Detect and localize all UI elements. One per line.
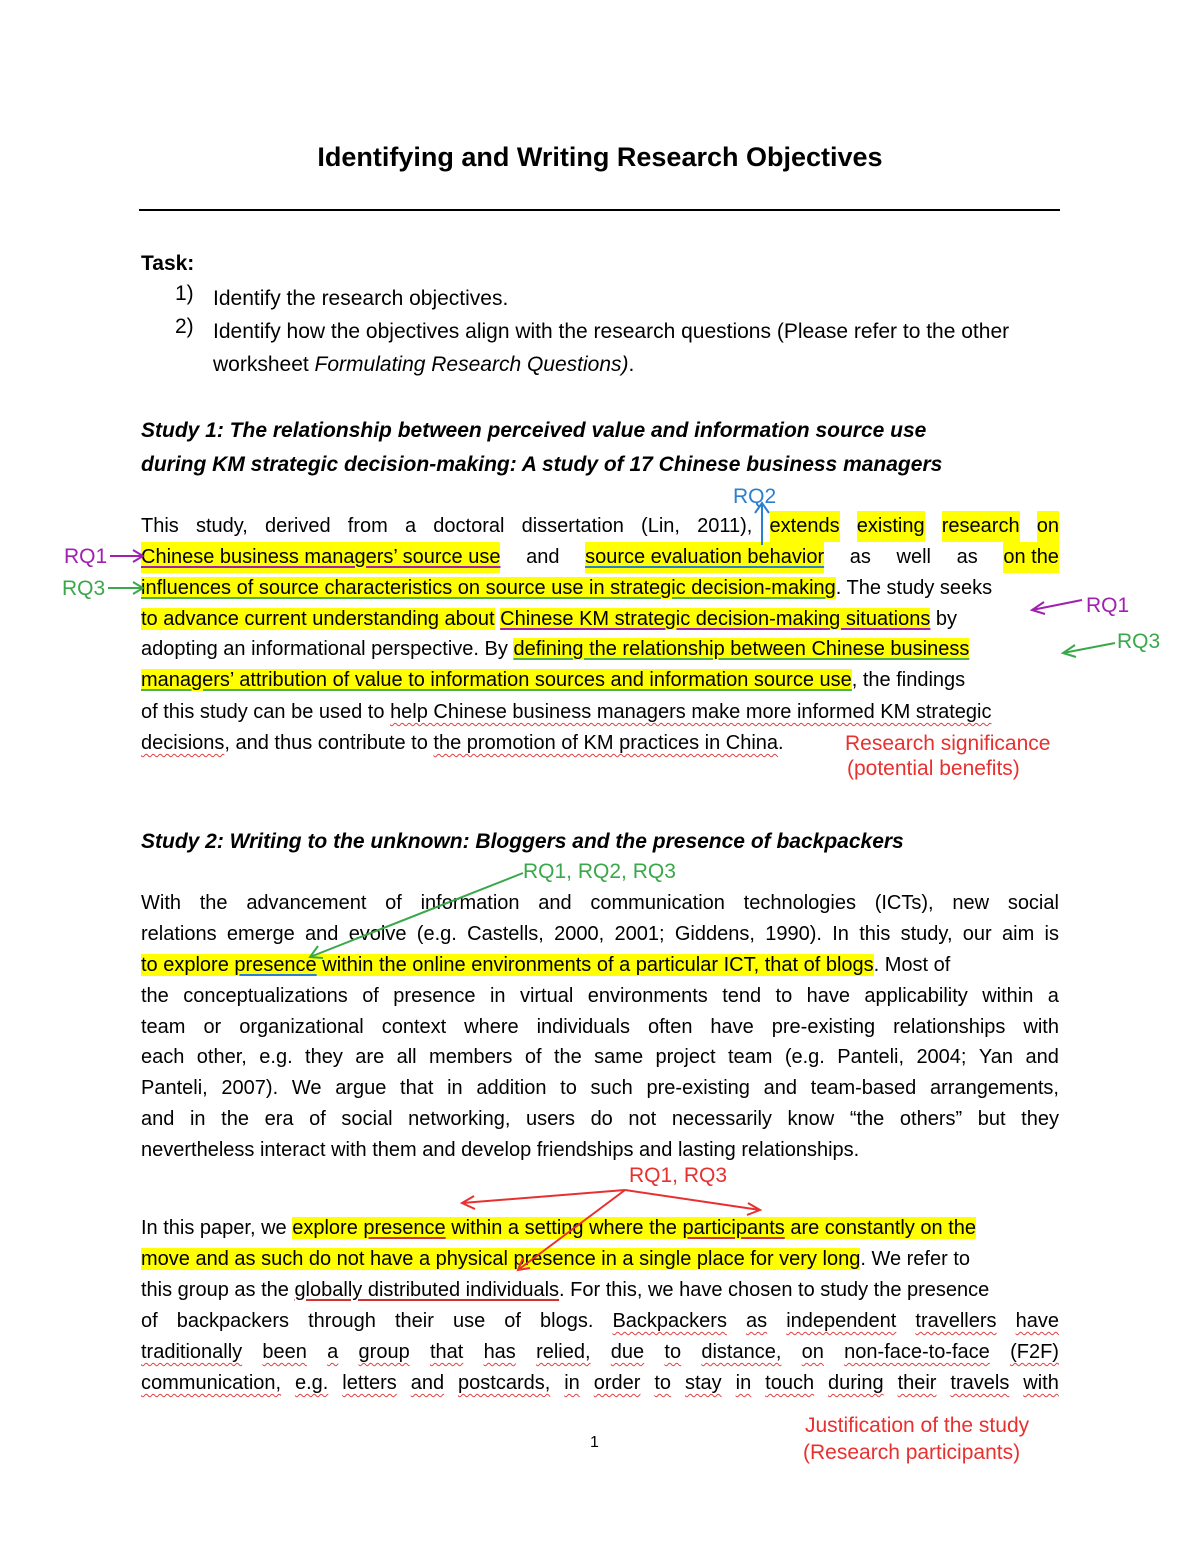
plain-text: , and thus contribute to: [224, 732, 428, 754]
word: relied,: [536, 1341, 591, 1363]
word: know: [787, 1108, 835, 1130]
significance-phrase: the promotion of KM practices in China: [433, 732, 779, 754]
word: during: [828, 1372, 884, 1394]
study1-line-2: [141, 542, 1059, 573]
word: Panteli,: [837, 1046, 905, 1068]
word: travellers: [915, 1310, 997, 1332]
word: study,: [195, 515, 248, 537]
word: of: [362, 985, 379, 1007]
word: (e.g.: [784, 1046, 825, 1068]
study2-p1-line-4: [141, 981, 1059, 1012]
study1-line-5: [141, 634, 1059, 665]
word: necessarily: [671, 1108, 772, 1130]
arrow-rq3-right: [1063, 643, 1115, 657]
word: individuals: [536, 1016, 630, 1038]
annotation-rq1-right: RQ1: [1086, 594, 1130, 617]
word: Yan: [978, 1046, 1014, 1068]
task-item-text: [213, 315, 1073, 381]
word: (F2F): [1010, 1341, 1059, 1363]
plain-text: . We refer to: [860, 1248, 970, 1270]
annotation-rq1-rq2-rq3: RQ1, RQ2, RQ3: [523, 860, 676, 883]
word: era: [264, 1108, 294, 1130]
word: in: [564, 1372, 580, 1394]
word: Castells,: [467, 923, 544, 945]
study1-line-3: [141, 573, 1059, 604]
word: from: [347, 515, 388, 537]
study2-p1-line-5: [141, 1012, 1059, 1043]
word: often: [647, 1016, 693, 1038]
word: addition: [476, 1077, 547, 1099]
word: and: [763, 1077, 797, 1099]
annotation-research-participants: (Research participants): [803, 1441, 1021, 1464]
word: and: [305, 923, 339, 945]
plain-text: . For this, we have chosen to study the presence: [559, 1279, 990, 1301]
study2-p1-line-9: [141, 1135, 1059, 1166]
word: in: [189, 1108, 206, 1130]
word: to: [664, 1341, 682, 1363]
highlighted-phrase-rq1: Chinese KM strategic decision-making situations: [500, 608, 931, 630]
arrow-rq1-left: [110, 550, 143, 562]
annotation-potential-benefits: (potential benefits): [847, 757, 1020, 780]
word: organizational: [239, 1016, 364, 1038]
plain-text: this group as the: [141, 1279, 289, 1301]
word: their: [395, 1310, 434, 1332]
word: as: [746, 1310, 768, 1332]
word: and: [1025, 1046, 1059, 1068]
word: conceptualizations: [183, 985, 348, 1007]
study2-p1-line-8: [141, 1104, 1059, 1135]
study2-p2-line-1: [141, 1213, 1059, 1244]
word: been: [262, 1341, 307, 1363]
word: In: [832, 923, 849, 945]
word: but: [977, 1108, 1006, 1130]
plain-text: . The study seeks: [835, 577, 993, 599]
study1-title: [141, 414, 1059, 482]
word: a: [404, 515, 417, 537]
word: such: [590, 1077, 633, 1099]
word: environments: [587, 985, 708, 1007]
word: this: [859, 923, 891, 945]
annotation-rq3-right: RQ3: [1117, 630, 1161, 653]
word: relationships: [893, 1016, 1006, 1038]
word: blogs.: [540, 1310, 594, 1332]
word: relations: [141, 923, 217, 945]
word: of: [504, 1310, 521, 1332]
plain-text: of this study can be used to: [141, 701, 385, 723]
highlighted-phrase: on the: [1003, 542, 1059, 573]
word: or: [203, 1016, 222, 1038]
highlighted-word: research: [942, 511, 1020, 542]
word: 2001;: [614, 923, 665, 945]
word: e.g.: [295, 1372, 329, 1394]
word: virtual: [519, 985, 574, 1007]
word: Panteli,: [141, 1077, 208, 1099]
word: social: [341, 1108, 393, 1130]
word: to: [775, 985, 793, 1007]
study2-p1-line-6: [141, 1042, 1059, 1073]
highlighted-word-presence: presence: [234, 954, 317, 976]
word: With: [141, 892, 181, 914]
word: presence: [393, 985, 476, 1007]
word: travels: [950, 1372, 1010, 1394]
plain-text: , the findings: [851, 669, 966, 691]
word: are: [355, 1046, 385, 1068]
word: tend: [722, 985, 762, 1007]
study2-p2-line-6: [141, 1368, 1059, 1399]
word: We: [291, 1077, 322, 1099]
word: to: [560, 1077, 577, 1099]
word: aim: [1002, 923, 1035, 945]
plain-text: In this paper, we: [141, 1217, 287, 1239]
word: (Lin,: [641, 515, 680, 537]
word: project: [655, 1046, 716, 1068]
highlighted-word: explore: [292, 1217, 358, 1239]
word: in: [489, 985, 506, 1007]
study2-p2-line-4: [141, 1306, 1059, 1337]
study2-p2-line-2: [141, 1244, 1059, 1275]
annotation-rq1-left: RQ1: [64, 545, 108, 568]
highlighted-word: extends: [770, 511, 840, 542]
highlighted-phrase: within the online environments of a particular ICT, that of blogs: [322, 954, 874, 976]
word: evolve: [348, 923, 407, 945]
word: with: [1023, 1016, 1059, 1038]
annotation-rq2: RQ2: [733, 485, 777, 508]
word: Backpackers: [612, 1310, 727, 1332]
word: social: [1007, 892, 1059, 914]
highlighted-phrase-rq3: managers’ attribution of value to information sources and information source use: [141, 669, 852, 691]
word: not: [628, 1108, 657, 1130]
word: “the: [849, 1108, 885, 1130]
study2-title: Study 2: Writing to the unknown: Bloggers and the presence of backpackers: [141, 830, 904, 853]
word: 2011),: [697, 515, 753, 537]
word: of: [141, 1310, 158, 1332]
word: have: [806, 985, 850, 1007]
word: the: [221, 1108, 249, 1130]
word: 2007).: [221, 1077, 279, 1099]
word: have: [1015, 1310, 1059, 1332]
word: pre-existing: [771, 1016, 876, 1038]
word: use: [452, 1310, 486, 1332]
word: members: [429, 1046, 513, 1068]
word: applicability: [864, 985, 968, 1007]
highlighted-phrase: to advance current understanding about: [141, 608, 495, 630]
highlighted-phrase: within a setting where the: [451, 1217, 677, 1239]
word: the: [141, 985, 169, 1007]
word: that: [400, 1077, 434, 1099]
word: have: [710, 1016, 754, 1038]
word: arrangements,: [930, 1077, 1059, 1099]
word: other,: [196, 1046, 247, 1068]
word: within: [982, 985, 1034, 1007]
word: 2004;: [916, 1046, 967, 1068]
annotation-rq3-left: RQ3: [62, 577, 106, 600]
study2-p1-line-3: [141, 950, 1059, 981]
word: Giddens,: [674, 923, 755, 945]
word: communication: [590, 892, 725, 914]
highlighted-word: on: [1037, 511, 1059, 542]
word: context: [381, 1016, 447, 1038]
task-item-text-c: .: [628, 353, 635, 376]
word: same: [594, 1046, 644, 1068]
word: in: [447, 1077, 463, 1099]
word: that: [429, 1341, 464, 1363]
highlighted-phrase-rq3: influences of source characteristics on source use in strategic decision-making: [141, 577, 836, 599]
word: argue: [335, 1077, 387, 1099]
highlighted-word-participants: participants: [682, 1217, 785, 1239]
word: others”: [899, 1108, 963, 1130]
highlighted-phrase-rq3: defining the relationship between Chinese business: [513, 638, 970, 660]
word: through: [308, 1310, 376, 1332]
word: as: [849, 546, 871, 568]
title-divider: [139, 209, 1060, 211]
word: communication,: [141, 1372, 282, 1394]
word: they: [305, 1046, 343, 1068]
word: traditionally: [141, 1341, 243, 1363]
word: independent: [786, 1310, 897, 1332]
word: our: [962, 923, 992, 945]
study1-title-line1: Study 1: The relationship between perceived value and information source use: [141, 419, 927, 442]
word: well: [896, 546, 931, 568]
plain-text: by: [935, 608, 958, 630]
word: team-based: [810, 1077, 917, 1099]
highlighted-word-presence: presence: [363, 1217, 446, 1239]
task-item-text-a: Identify how the objectives align with the research questions (Please refer to the other worksheet: [213, 320, 1010, 376]
study2-p1-line-7: [141, 1073, 1059, 1104]
study1-line-1: [141, 511, 1059, 542]
study2-p1-line-1: [141, 888, 1059, 919]
word: pre-existing: [646, 1077, 750, 1099]
word: 2000,: [554, 923, 605, 945]
highlighted-phrase: to explore: [141, 954, 229, 976]
word: derived: [265, 515, 331, 537]
word: is: [1044, 923, 1059, 945]
word: 1990).: [765, 923, 822, 945]
word: a: [327, 1341, 339, 1363]
word: all: [396, 1046, 417, 1068]
highlighted-phrase-rq2: source evaluation behavior: [585, 542, 824, 573]
annotation-research-significance: Research significance: [845, 732, 1051, 755]
word: their: [897, 1372, 937, 1394]
study1-line-4: [141, 604, 1059, 635]
word: (ICTs),: [874, 892, 934, 914]
word: information: [420, 892, 520, 914]
word: team: [727, 1046, 773, 1068]
worksheet-title: Formulating Research Questions): [314, 353, 629, 376]
word: non-face-to-face: [844, 1341, 990, 1363]
word: touch: [765, 1372, 815, 1394]
highlighted-phrase-rq1: Chinese business managers’ source use: [141, 542, 500, 573]
word: team: [141, 1016, 186, 1038]
plain-text: nevertheless interact with them and develop friendships and lasting relationships.: [141, 1139, 860, 1161]
word: and: [410, 1372, 445, 1394]
word: each: [141, 1046, 185, 1068]
word: group: [358, 1341, 410, 1363]
study1-line-6: [141, 665, 1059, 696]
word: as: [956, 546, 978, 568]
word: where: [464, 1016, 519, 1038]
word: and: [526, 546, 560, 568]
word: of: [524, 1046, 542, 1068]
word: new: [952, 892, 990, 914]
word: users: [526, 1108, 575, 1130]
word: This: [141, 515, 179, 537]
study2-p1-line-2: [141, 919, 1059, 950]
annotation-justification: Justification of the study: [805, 1414, 1030, 1437]
word: networking,: [408, 1108, 511, 1130]
word: they: [1021, 1108, 1059, 1130]
study2-p2-line-3: [141, 1275, 1059, 1306]
study1-title-line2: during KM strategic decision-making: A study of 17 Chinese business managers: [141, 453, 943, 476]
word: with: [1023, 1372, 1059, 1394]
word: doctoral: [433, 515, 505, 537]
word: and: [538, 892, 572, 914]
word: postcards,: [458, 1372, 551, 1394]
word: study,: [900, 923, 953, 945]
page-number: 1: [590, 1434, 599, 1451]
underlined-phrase: globally distributed individuals: [294, 1279, 560, 1301]
task-label: Task:: [141, 252, 195, 275]
study2-p2-line-5: [141, 1337, 1059, 1368]
plain-text: . Most of: [873, 954, 951, 976]
task-item-number: 2): [175, 315, 194, 338]
word: letters: [342, 1372, 397, 1394]
word: the: [199, 892, 228, 914]
arrow-rq3-left: [108, 582, 143, 594]
word: advancement: [246, 892, 367, 914]
word: dissertation: [521, 515, 624, 537]
word: of: [385, 892, 402, 914]
word: backpackers: [176, 1310, 290, 1332]
word: a: [1047, 985, 1059, 1007]
word: emerge: [226, 923, 295, 945]
word: stay: [685, 1372, 722, 1394]
word: in: [735, 1372, 752, 1394]
plain-text: .: [778, 732, 784, 754]
word: do: [590, 1108, 613, 1130]
word: (e.g.: [416, 923, 457, 945]
page-title: Identifying and Writing Research Objectives: [317, 142, 883, 172]
significance-phrase: decisions: [141, 732, 225, 754]
word: and: [141, 1108, 175, 1130]
word: of: [309, 1108, 326, 1130]
annotation-rq1-rq3: RQ1, RQ3: [629, 1164, 728, 1187]
task-item-text: Identify the research objectives.: [213, 287, 509, 310]
word: due: [610, 1341, 645, 1363]
significance-phrase: help Chinese business managers make more informed KM strategic: [390, 701, 992, 723]
highlighted-phrase: move and as such do not have a physical presence in a single place for very long: [141, 1248, 861, 1270]
word: the: [553, 1046, 582, 1068]
word: technologies: [743, 892, 856, 914]
word: has: [483, 1341, 516, 1363]
word: e.g.: [259, 1046, 293, 1068]
word: to: [654, 1372, 672, 1394]
word: distance,: [701, 1341, 782, 1363]
word: on: [801, 1341, 824, 1363]
highlighted-phrase: are constantly on the: [790, 1217, 977, 1239]
word: order: [593, 1372, 641, 1394]
plain-text: adopting an informational perspective. By: [141, 638, 508, 660]
study1-line-7: [141, 697, 1059, 728]
task-item-number: 1): [175, 282, 194, 305]
highlighted-word: existing: [857, 511, 925, 542]
